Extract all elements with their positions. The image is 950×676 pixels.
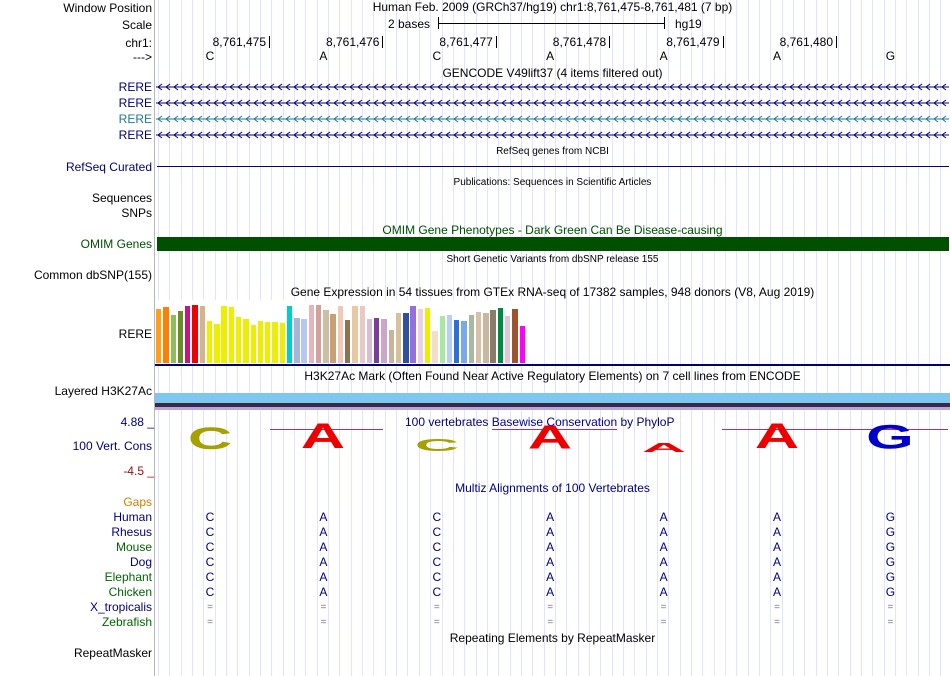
- alignment-base: A: [546, 510, 555, 524]
- species-label[interactable]: Chicken: [108, 585, 152, 599]
- ruler-tick: [723, 36, 724, 48]
- gtex-bar[interactable]: [490, 310, 495, 363]
- alignment-base: A: [772, 525, 781, 539]
- cons-title-link[interactable]: Basewise Conservation: [491, 415, 618, 429]
- species-label[interactable]: Dog: [129, 555, 152, 569]
- gtex-bar[interactable]: [214, 324, 219, 363]
- gtex-bar[interactable]: [280, 323, 285, 363]
- ruler-position-label: 8,761,479: [666, 35, 720, 49]
- gencode-item-label[interactable]: RERE: [118, 128, 152, 142]
- alignment-base: C: [432, 585, 442, 599]
- gtex-bar[interactable]: [301, 319, 306, 363]
- alignment-base: A: [659, 540, 668, 554]
- ruler-position-label: 8,761,475: [212, 35, 266, 49]
- gtex-bar[interactable]: [163, 307, 168, 363]
- scale-text: 2 bases: [388, 17, 431, 31]
- alignment-base: =: [887, 602, 894, 613]
- alignment-base: A: [659, 525, 668, 539]
- gtex-bar[interactable]: [345, 320, 350, 363]
- gtex-bar[interactable]: [200, 306, 205, 363]
- gtex-bar[interactable]: [221, 306, 226, 363]
- gtex-label[interactable]: RERE: [118, 327, 152, 341]
- species-label[interactable]: Human: [113, 510, 152, 524]
- gtex-bar[interactable]: [396, 313, 401, 363]
- gtex-title: Gene Expression in 54 tissues from GTEx RNA-seq of 17382 samples, 948 donors (V8, Aug 2019): [290, 285, 815, 299]
- alignment-base: G: [885, 585, 896, 599]
- alignment-base: =: [320, 602, 327, 613]
- cons-logo-letter[interactable]: C: [414, 435, 459, 455]
- ruler-base: A: [319, 49, 328, 63]
- ruler-base: A: [546, 49, 555, 63]
- ruler-base: C: [432, 49, 442, 63]
- gtex-bar[interactable]: [425, 308, 430, 363]
- alignment-base: C: [205, 570, 215, 584]
- gencode-transcript-line[interactable]: [156, 130, 949, 140]
- multiz-title: Multiz Alignments of 100 Vertebrates: [455, 481, 650, 495]
- gtex-bar[interactable]: [418, 309, 423, 363]
- gtex-baseline: [155, 364, 950, 366]
- gtex-bar[interactable]: [360, 306, 365, 363]
- gtex-bar[interactable]: [381, 319, 386, 363]
- alignment-base: =: [660, 602, 667, 613]
- omim-title: OMIM Gene Phenotypes - Dark Green Can Be Disease-causing: [382, 223, 723, 237]
- ruler-tick: [609, 36, 610, 48]
- gtex-bar[interactable]: [156, 309, 161, 363]
- alignment-base: A: [546, 585, 555, 599]
- gtex-bar[interactable]: [483, 313, 488, 363]
- sequences-label: Sequences: [91, 191, 152, 205]
- alignment-base: =: [547, 602, 554, 613]
- species-label[interactable]: Zebrafish: [101, 615, 152, 629]
- strand-label: --->: [133, 50, 152, 64]
- gtex-bar[interactable]: [316, 305, 321, 363]
- snps-label: SNPs: [121, 206, 152, 220]
- alignment-base: G: [885, 555, 896, 569]
- species-label[interactable]: Rhesus: [111, 525, 152, 539]
- gtex-bar[interactable]: [505, 316, 510, 363]
- alignment-base: C: [205, 585, 215, 599]
- gencode-item-label[interactable]: RERE: [118, 80, 152, 94]
- ruler-position-label: 8,761,478: [552, 35, 607, 49]
- gtex-bar[interactable]: [447, 315, 452, 363]
- alignment-base: =: [887, 617, 894, 628]
- gtex-bar[interactable]: [294, 318, 299, 363]
- dbsnp-title: Short Genetic Variants from dbSNP release 155: [446, 254, 659, 265]
- gtex-bar[interactable]: [171, 315, 176, 363]
- gtex-bar[interactable]: [476, 312, 481, 363]
- cons-logo-letter[interactable]: A: [528, 418, 573, 456]
- gtex-bar[interactable]: [454, 320, 459, 363]
- alignment-base: G: [885, 570, 896, 584]
- alignment-base: G: [885, 525, 896, 539]
- species-label[interactable]: Mouse: [115, 540, 152, 554]
- alignment-base: =: [207, 617, 213, 628]
- alignment-base: A: [546, 570, 555, 584]
- cons-logo-letter[interactable]: G: [866, 417, 915, 456]
- cons-label[interactable]: 100 Vert. Cons: [72, 439, 152, 453]
- cons-title-suffix: by PhyloP: [617, 415, 675, 429]
- ruler-base: G: [885, 49, 896, 63]
- alignment-base: C: [205, 510, 215, 524]
- gencode-transcript-line[interactable]: [156, 98, 949, 108]
- gtex-bar[interactable]: [389, 330, 394, 363]
- gtex-bar[interactable]: [178, 311, 183, 363]
- gtex-bar[interactable]: [243, 319, 248, 363]
- alignment-base: C: [432, 510, 442, 524]
- alignment-base: A: [319, 510, 328, 524]
- window-position-label: Window Position: [63, 1, 152, 15]
- alignment-base: =: [774, 602, 780, 613]
- gencode-item-label[interactable]: RERE: [118, 96, 152, 110]
- alignment-base: A: [659, 510, 668, 524]
- gtex-bar[interactable]: [330, 314, 335, 363]
- gtex-bar[interactable]: [374, 318, 379, 363]
- ruler-tick: [269, 36, 270, 48]
- alignment-base: A: [319, 525, 328, 539]
- gtex-bar[interactable]: [272, 322, 277, 363]
- alignment-base: A: [659, 570, 668, 584]
- ruler-base: C: [205, 49, 215, 63]
- refseq-label[interactable]: RefSeq Curated: [65, 160, 152, 174]
- gencode-transcript-line[interactable]: [156, 114, 949, 124]
- alignment-base: C: [205, 525, 215, 539]
- alignment-base: A: [546, 555, 555, 569]
- repeatmasker-label[interactable]: RepeatMasker: [73, 646, 152, 660]
- refseq-title: RefSeq genes from NCBI: [496, 146, 609, 157]
- gtex-bar[interactable]: [323, 310, 328, 363]
- publications-title: Publications: Sequences in Scientific Articles: [453, 177, 652, 188]
- alignment-base: C: [432, 555, 442, 569]
- alignment-base: A: [772, 585, 781, 599]
- h3k27ac-label[interactable]: Layered H3K27Ac: [54, 384, 152, 398]
- gtex-bar[interactable]: [498, 308, 503, 363]
- gtex-bar[interactable]: [352, 306, 357, 363]
- ruler-position-label: 8,761,477: [439, 35, 493, 49]
- ruler-base: A: [772, 49, 781, 63]
- cons-max-label: 4.88 _: [120, 415, 154, 429]
- alignment-base: =: [320, 617, 327, 628]
- gtex-bar[interactable]: [440, 316, 445, 363]
- gtex-bar[interactable]: [367, 319, 372, 363]
- alignment-base: A: [319, 555, 328, 569]
- window-position-text: Human Feb. 2009 (GRCh37/hg19) chr1:8,761,475-8,761,481 (7 bp): [372, 0, 733, 14]
- alignment-base: C: [205, 540, 215, 554]
- cons-logo-letter[interactable]: C: [187, 420, 233, 456]
- gtex-bar[interactable]: [410, 306, 415, 363]
- refseq-gene-line[interactable]: [157, 166, 949, 167]
- alignment-base: A: [772, 510, 781, 524]
- repeatmasker-title: Repeating Elements by RepeatMasker: [449, 631, 656, 645]
- gtex-bar[interactable]: [461, 321, 466, 363]
- dbsnp-label: Common dbSNP(155): [33, 268, 152, 282]
- alignment-base: A: [772, 570, 781, 584]
- species-label[interactable]: X_tropicalis: [89, 600, 152, 614]
- cons-logo-letter[interactable]: A: [301, 415, 346, 456]
- alignment-base: A: [319, 570, 328, 584]
- gtex-bar[interactable]: [251, 325, 256, 363]
- h3k27ac-title: H3K27Ac Mark (Often Found Near Active Regulatory Elements) on 7 cell lines from ENCODE: [304, 369, 801, 383]
- gtex-bar[interactable]: [403, 313, 408, 363]
- gtex-bar[interactable]: [309, 305, 314, 363]
- cons-title-prefix: 100 vertebrates: [405, 415, 492, 429]
- gtex-bar[interactable]: [432, 331, 437, 363]
- ruler-position-label: 8,761,480: [779, 35, 833, 49]
- gencode-transcript-line[interactable]: [156, 82, 949, 92]
- gtex-bar[interactable]: [512, 309, 517, 363]
- alignment-base: C: [432, 570, 442, 584]
- gtex-bar[interactable]: [287, 306, 292, 363]
- omim-label[interactable]: OMIM Genes: [80, 237, 152, 251]
- alignment-base: G: [885, 510, 896, 524]
- gtex-bar[interactable]: [338, 306, 343, 363]
- gaps-label: Gaps: [123, 495, 152, 509]
- scale-bar: [438, 23, 665, 24]
- cons-min-label: -4.5 _: [123, 464, 154, 478]
- ruler-tick: [836, 36, 837, 48]
- gtex-bar[interactable]: [520, 326, 525, 363]
- alignment-base: =: [774, 617, 780, 628]
- gtex-bar[interactable]: [236, 317, 241, 363]
- alignment-base: C: [432, 525, 442, 539]
- gencode-item-label[interactable]: RERE: [118, 112, 152, 126]
- alignment-base: =: [207, 602, 213, 613]
- cons-logo-letter[interactable]: A: [754, 415, 800, 456]
- alignment-base: =: [433, 602, 440, 613]
- species-label[interactable]: Elephant: [104, 570, 152, 584]
- omim-bar[interactable]: [157, 237, 949, 251]
- alignment-base: A: [319, 540, 328, 554]
- alignment-base: C: [432, 540, 442, 554]
- cons-logo-letter[interactable]: A: [641, 440, 686, 455]
- gencode-title: GENCODE V49lift37 (4 items filtered out): [442, 66, 663, 80]
- gtex-bar[interactable]: [265, 322, 270, 363]
- alignment-base: =: [433, 617, 440, 628]
- gtex-bar[interactable]: [185, 306, 190, 363]
- alignment-base: A: [319, 585, 328, 599]
- gtex-bar[interactable]: [258, 321, 263, 363]
- gtex-bar[interactable]: [469, 315, 474, 363]
- alignment-base: A: [546, 540, 555, 554]
- alignment-base: A: [659, 555, 668, 569]
- alignment-base: C: [205, 555, 215, 569]
- h3k27ac-signal[interactable]: [155, 393, 950, 403]
- ruler-base: A: [659, 49, 668, 63]
- gtex-bar[interactable]: [229, 307, 234, 363]
- alignment-base: =: [660, 617, 667, 628]
- alignment-base: G: [885, 540, 896, 554]
- scale-label: Scale: [121, 18, 152, 32]
- ruler-tick: [382, 36, 383, 48]
- alignment-base: A: [659, 585, 668, 599]
- h3k27ac-signal-light[interactable]: [155, 407, 950, 410]
- scale-bar-right: [664, 17, 665, 29]
- alignment-base: =: [547, 617, 554, 628]
- alignment-base: A: [772, 540, 781, 554]
- alignment-base: A: [772, 555, 781, 569]
- gtex-bar[interactable]: [192, 305, 197, 363]
- gtex-bar[interactable]: [207, 321, 212, 363]
- scale-assembly: hg19: [675, 17, 702, 31]
- alignment-base: A: [546, 525, 555, 539]
- ruler-position-label: 8,761,476: [326, 35, 380, 49]
- chrom-label: chr1:: [125, 36, 152, 50]
- ruler-tick: [496, 36, 497, 48]
